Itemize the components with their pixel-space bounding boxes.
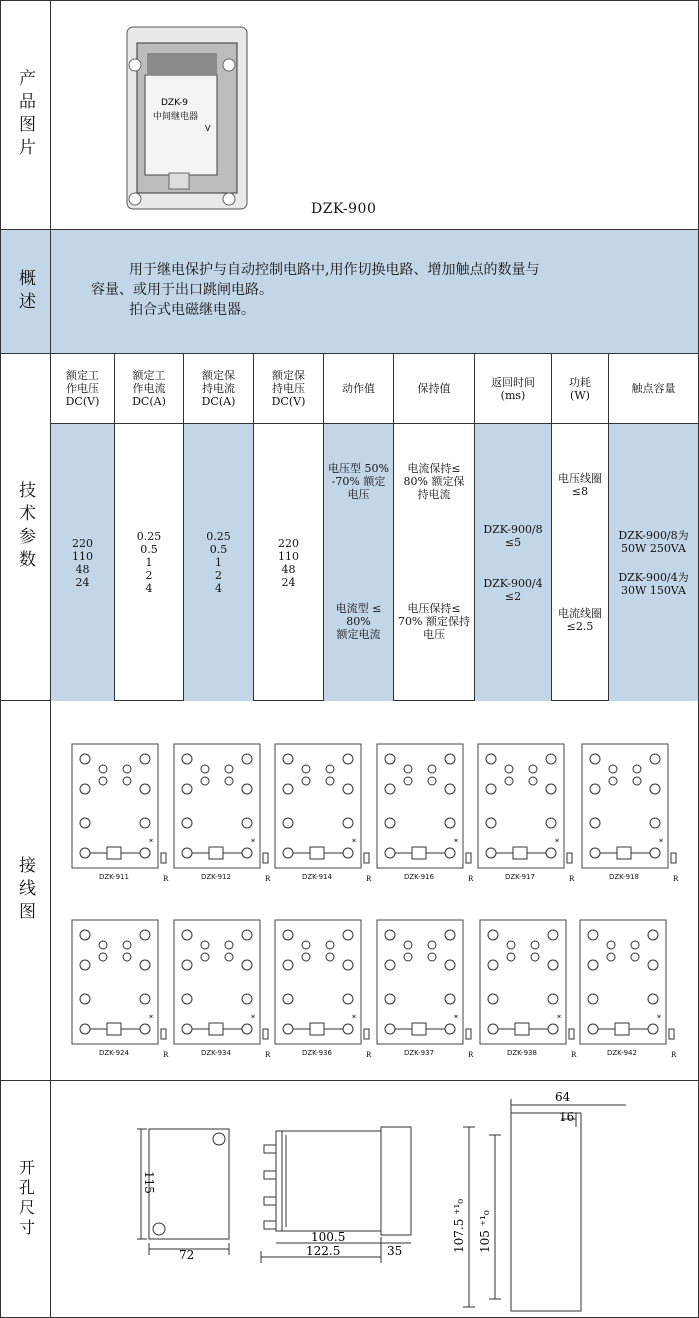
spec-header-action-value: 动作值 <box>324 354 394 424</box>
summary-text <box>91 260 651 320</box>
dim-side-100: 100.5 <box>311 1230 346 1244</box>
dim-right-105: 105 ⁺¹₀ <box>478 1210 492 1253</box>
wiring-diagram-dzk-916 <box>376 743 476 887</box>
resistor-label: R <box>673 875 679 883</box>
star-mark: * <box>657 1014 661 1023</box>
spec-header-hold-current: 额定保 持电流 DC(A) <box>184 354 254 424</box>
spec-hold-value-voltage: 电压保持≤ 70% 额定保持 电压 <box>398 602 470 641</box>
wiring-diagram-dzk-942 <box>579 919 679 1063</box>
star-mark: * <box>251 838 255 847</box>
spec-power-voltage-coil: 电压线圈 ≤8 <box>558 472 602 498</box>
wiring-diagram-dzk-918 <box>581 743 681 887</box>
wiring-diagram-dzk-936 <box>274 919 374 1063</box>
side-view-drawing <box>256 1121 421 1271</box>
wiring-diagram-dzk-912 <box>173 743 273 887</box>
wiring-diagram-label: DZK-917 <box>505 873 535 881</box>
spec-header-hold-voltage: 额定保 持电压 DC(V) <box>254 354 324 424</box>
spec-header-power: 功耗 (W) <box>552 354 609 424</box>
wiring-diagram-dzk-914 <box>274 743 374 887</box>
specs-row <box>1 354 698 701</box>
cutout-label-main: 开孔尺寸 <box>16 1159 36 1239</box>
spec-action-value-cell <box>324 424 394 701</box>
resistor-label: R <box>163 1051 169 1059</box>
spec-return-time-8: DZK-900/8 ≤5 <box>483 522 543 549</box>
specs-section-label: 技术参数 <box>1 354 51 700</box>
wiring-diagram-label: DZK-911 <box>99 873 129 881</box>
spec-contact-cell <box>609 424 698 701</box>
wiring-diagram-dzk-934 <box>173 919 273 1063</box>
resistor-label: R <box>571 1051 577 1059</box>
spec-rated-voltage-values: 220 110 48 24 <box>51 424 115 701</box>
spec-power-current-coil: 电流线圈 ≤2.5 <box>558 607 602 633</box>
resistor-label: R <box>366 875 372 883</box>
spec-power-cell <box>552 424 609 701</box>
summary-line-2: 容量、或用于出口跳闸电路。 <box>91 282 273 298</box>
star-mark: * <box>352 838 356 847</box>
spec-hold-current-values: 0.25 0.5 1 2 4 <box>184 424 254 701</box>
dim-right-64: 64 <box>555 1090 571 1104</box>
spec-hold-value-cell <box>394 424 475 701</box>
wiring-diagram-label: DZK-936 <box>302 1049 332 1057</box>
star-mark: * <box>251 1014 255 1023</box>
star-mark: * <box>659 838 663 847</box>
wiring-diagram-dzk-937 <box>376 919 476 1063</box>
wiring-section-label: 接线图 <box>1 701 51 1080</box>
resistor-label: R <box>468 1051 474 1059</box>
dim-right-16: 16 <box>559 1110 575 1124</box>
spec-header-rated-voltage: 额定工 作电压 DC(V) <box>51 354 115 424</box>
photo-face-text-1: DZK-9 <box>161 98 189 108</box>
wiring-diagram-label: DZK-937 <box>404 1049 434 1057</box>
wiring-diagram-label: DZK-916 <box>404 873 434 881</box>
spec-header-contact-capacity: 触点容量 <box>609 354 698 424</box>
spec-header-rated-current: 额定工 作电流 DC(A) <box>115 354 184 424</box>
spec-action-current: 电流型 ≤ 80% 额定电流 <box>335 602 382 641</box>
wiring-diagram-label: DZK-942 <box>607 1049 637 1057</box>
spec-action-voltage: 电压型 50% -70% 额定 电压 <box>328 462 389 501</box>
summary-line-1: 用于继电保护与自动控制电路中,用作切换电路、增加触点的数量与 <box>129 262 540 278</box>
product-model-caption: DZK-900 <box>311 201 377 217</box>
product-photo <box>119 23 249 213</box>
spec-hold-voltage-values: 220 110 48 24 <box>254 424 324 701</box>
star-mark: * <box>454 1014 458 1023</box>
wiring-diagram-label: DZK-924 <box>99 1049 129 1057</box>
dim-front-width: 72 <box>179 1248 195 1261</box>
star-mark: * <box>454 838 458 847</box>
wiring-diagram-label: DZK-914 <box>302 873 332 881</box>
wiring-diagram-label: DZK-912 <box>201 873 231 881</box>
spec-contact-8: DZK-900/8为 50W 250VA <box>618 528 689 555</box>
spec-hold-value-current: 电流保持≤ 80% 额定保 持电流 <box>403 462 465 501</box>
photo-row <box>1 1 698 230</box>
resistor-label: R <box>671 1051 677 1059</box>
spec-header-hold-value: 保持值 <box>394 354 475 424</box>
dim-side-35: 35 <box>387 1244 403 1258</box>
spec-header-return-time: 返回时间 (ms) <box>475 354 552 424</box>
wiring-diagram-dzk-924 <box>71 919 171 1063</box>
star-mark: * <box>149 838 153 847</box>
star-mark: * <box>149 1014 153 1023</box>
resistor-label: R <box>265 875 271 883</box>
wiring-diagram-label: DZK-934 <box>201 1049 231 1057</box>
spec-contact-4: DZK-900/4为 30W 150VA <box>618 570 689 597</box>
wiring-diagram-label: DZK-918 <box>609 873 639 881</box>
resistor-label: R <box>569 875 575 883</box>
resistor-label: R <box>265 1051 271 1059</box>
summary-section-label: 概述 <box>1 230 51 353</box>
resistor-label: R <box>366 1051 372 1059</box>
star-mark: * <box>352 1014 356 1023</box>
wiring-diagram-label: DZK-938 <box>507 1049 537 1057</box>
photo-face-text-2: 中间继电器 <box>153 112 199 122</box>
dim-side-122: 122.5 <box>306 1244 341 1258</box>
spec-rated-current-values: 0.25 0.5 1 2 4 <box>115 424 184 701</box>
wiring-diagram-dzk-911 <box>71 743 171 887</box>
cutout-row <box>1 1081 698 1317</box>
resistor-label: R <box>163 875 169 883</box>
front-view-drawing <box>131 1121 241 1261</box>
star-mark: * <box>555 838 559 847</box>
resistor-label: R <box>468 875 474 883</box>
spec-return-time-4: DZK-900/4 ≤2 <box>483 576 543 603</box>
wiring-diagram-dzk-917 <box>477 743 577 887</box>
wiring-row <box>1 701 698 1081</box>
right-view-drawing <box>451 1083 631 1315</box>
dim-front-height: 115 <box>142 1171 156 1194</box>
star-mark: * <box>557 1014 561 1023</box>
summary-line-3: 拍合式电磁继电器。 <box>129 302 255 318</box>
photo-section-label: 产品图片 <box>1 1 51 229</box>
dim-right-1075: 107.5 ⁺¹₀ <box>452 1198 466 1253</box>
photo-face-text-3: V <box>205 124 211 133</box>
summary-row <box>1 230 698 354</box>
spec-return-time-cell <box>475 424 552 701</box>
wiring-diagram-dzk-938 <box>479 919 579 1063</box>
cutout-section-label <box>1 1081 51 1317</box>
